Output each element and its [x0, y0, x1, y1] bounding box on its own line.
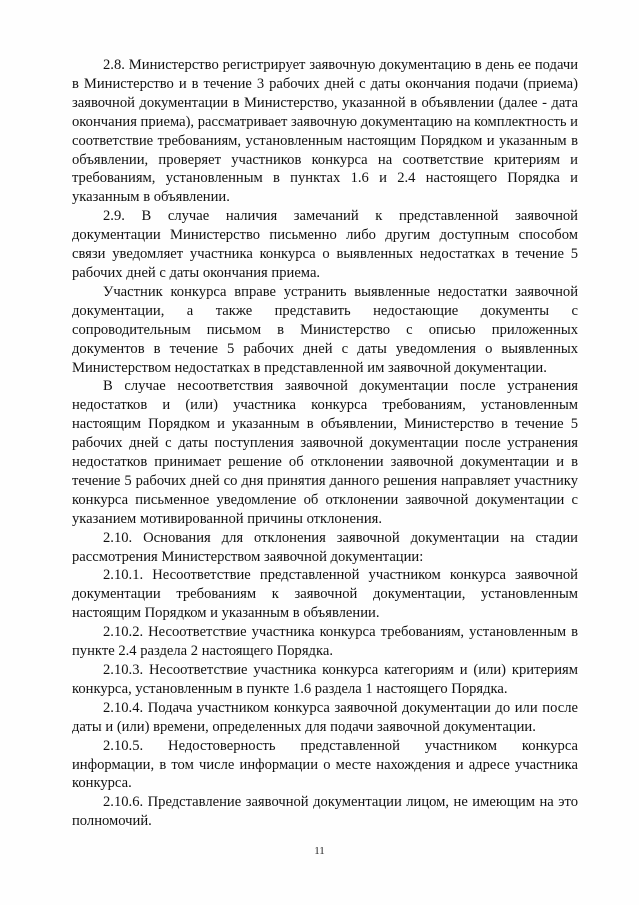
paragraph-2-10-5: 2.10.5. Недостоверность представленной участником конкурса информации, в том числе информации о месте нахождения и адресе участника конкурса. [72, 737, 578, 792]
paragraph-participant-remedy: Участник конкурса вправе устранить выявленные недостатки заявочной документации, а также представить недостающие документы с сопроводительным письмом в Министерство с описью приложенных документов в течение 5 рабочих дней с даты уведомления о выявленных Министерством недостатках в представленной им заявочной документации. [72, 283, 578, 376]
paragraph-2-10-2: 2.10.2. Несоответствие участника конкурса требованиям, установленным в пункте 2.4 раздела 2 настоящего Порядка. [72, 624, 578, 660]
document-body [72, 56, 578, 831]
page-number: 11 [314, 845, 325, 857]
paragraph-2-9: 2.9. В случае наличия замечаний к представленной заявочной документации Министерство письменно либо другим доступным способом связи уведомляет участника конкурса о выявленных недостатках в течение 5 рабочих дней с даты окончания приема. [72, 208, 578, 281]
paragraph-nonconformity: В случае несоответствия заявочной документации после устранения недостатков и (или) участника конкурса требованиям, установленным настоящим Порядком и указанным в объявлении, Министерство в течение 5 рабочих дней с даты поступления заявочной документации после устранения недостатков принимает решение об отклонении заявочной документации и в течение 5 рабочих дней со дня принятия данного решения направляет участнику конкурса письменное уведомление об отклонении заявочной документации с указанием мотивированной причины отклонения. [72, 378, 578, 527]
paragraph-2-10-3: 2.10.3. Несоответствие участника конкурса категориям и (или) критериям конкурса, установленным в пункте 1.6 раздела 1 настоящего Порядка. [72, 662, 578, 697]
paragraph-2-10: 2.10. Основания для отклонения заявочной документации на стадии рассмотрения Министерством заявочной документации: [72, 529, 578, 565]
paragraph-2-10-4: 2.10.4. Подача участником конкурса заявочной документации до или после даты и (или) времени, определенных для подачи заявочной документации. [72, 699, 578, 735]
paragraph-2-10-6: 2.10.6. Представление заявочной документации лицом, не имеющим на это полномочий. [72, 794, 578, 830]
paragraph-2-8: 2.8. Министерство регистрирует заявочную документацию в день ее подачи в Министерство и в течение 3 рабочих дней с даты окончания подачи (приема) заявочной документации в Министерство, указанной в объявлении (далее - дата окончания приема), рассматривает заявочную документацию на комплектность и соответствие требованиям, установленным настоящим Порядком и указанным в объявлении, проверяет участников конкурса на соответствие критериям и требованиям, установленным в пунктах 1.6 и 2.4 настоящего Порядка и указанным в объявлении. [72, 57, 578, 206]
paragraph-2-10-1: 2.10.1. Несоответствие представленной участником конкурса заявочной документации требованиям к заявочной документации, установленным настоящим Порядком и указанным в объявлении. [72, 567, 578, 622]
